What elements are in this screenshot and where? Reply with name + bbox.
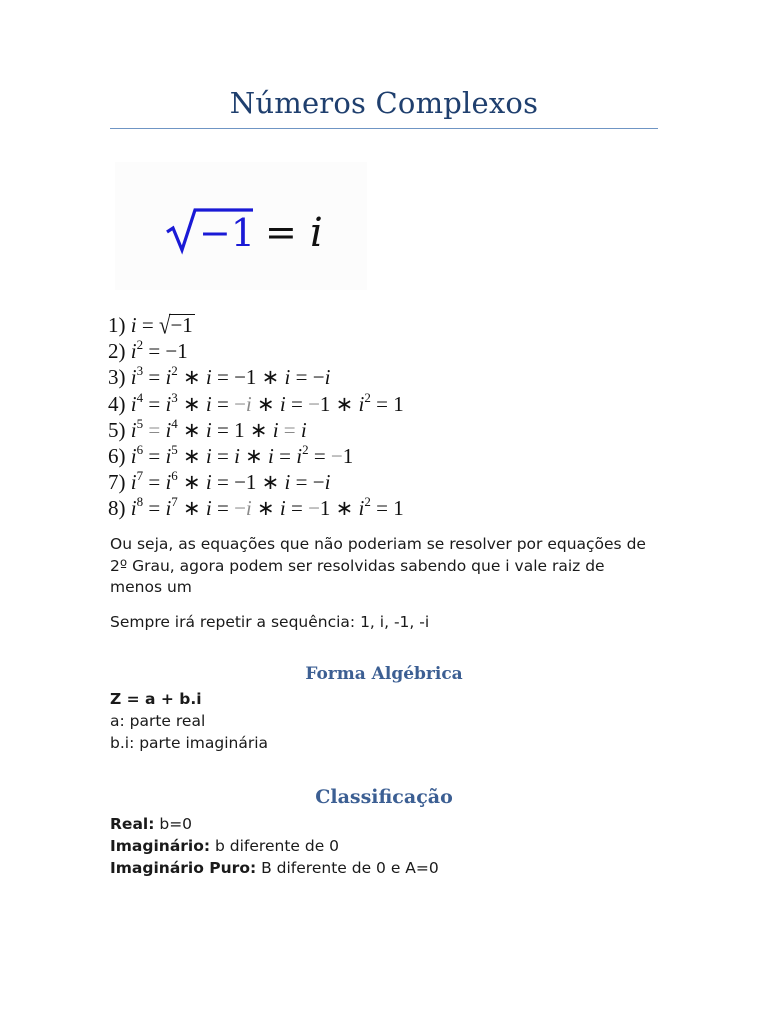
equation-1: 1) i = √−1	[108, 310, 193, 340]
imaginary-part-text: b.i: parte imaginária	[110, 734, 269, 752]
classification-label: Imaginário:	[110, 837, 211, 855]
equation-4: 4) $i^4 = i^3$ ∗ i = −i ∗ i = −1 ∗ $i^2 = 1$	[108, 389, 404, 416]
equation-7: 7) $i^7 = i^6$ ∗ i = −1 ∗ i = −i	[108, 468, 331, 495]
equation-2: 2) $i^2 = -1$	[108, 337, 188, 364]
title-underline	[110, 128, 658, 129]
equation-3: 3) $i^3 = i^2$ ∗ i = −1 ∗ i = −i	[108, 363, 331, 390]
classification-imaginario	[110, 835, 660, 857]
sequence-paragraph: Sempre irá repetir a sequência: 1, i, -1, -i	[110, 613, 430, 631]
classification-text: b=0	[154, 815, 193, 833]
classification-text: B diferente de 0 e A=0	[256, 859, 439, 877]
equation-8: 8) $i^8 = i^7$ ∗ i = −i ∗ i = −1 ∗ $i^2 = 1$	[108, 494, 404, 521]
classification-real	[110, 813, 660, 835]
classification-block	[110, 813, 660, 879]
hero-equals: =	[265, 210, 297, 254]
classification-imaginario-puro	[110, 857, 660, 879]
equation-5: 5) $i^5 = i^4$ ∗ i = 1 ∗ i = i	[108, 415, 307, 442]
real-part-text: a: parte real	[110, 712, 206, 730]
page-title: Números Complexos	[229, 86, 539, 120]
equation-6: 6) $i^6 = i^5$ ∗ i = i ∗ $i = i^2 = -1$	[108, 441, 354, 468]
classification-label: Real:	[110, 815, 155, 833]
heading-forma-algebrica: Forma Algébrica	[305, 664, 463, 684]
hero-result: i	[310, 210, 323, 256]
explanation-paragraph: Ou seja, as equações que não poderiam se resolver por equações de 2º Grau, agora podem ser resolvidas sabendo que i vale raiz de menos um	[110, 535, 646, 596]
sqrt-minus-one-equals-i	[115, 162, 367, 290]
powers-of-i-list	[108, 312, 548, 522]
classification-text: b diferente de 0	[210, 837, 340, 855]
heading-classificacao: Classificação	[315, 786, 453, 808]
algebraic-form-block	[110, 688, 660, 754]
hero-radicand: −1	[199, 211, 256, 255]
hero-formula-image	[115, 162, 367, 290]
algebraic-formula: Z = a + b.i	[110, 690, 202, 708]
classification-label: Imaginário Puro:	[110, 859, 257, 877]
